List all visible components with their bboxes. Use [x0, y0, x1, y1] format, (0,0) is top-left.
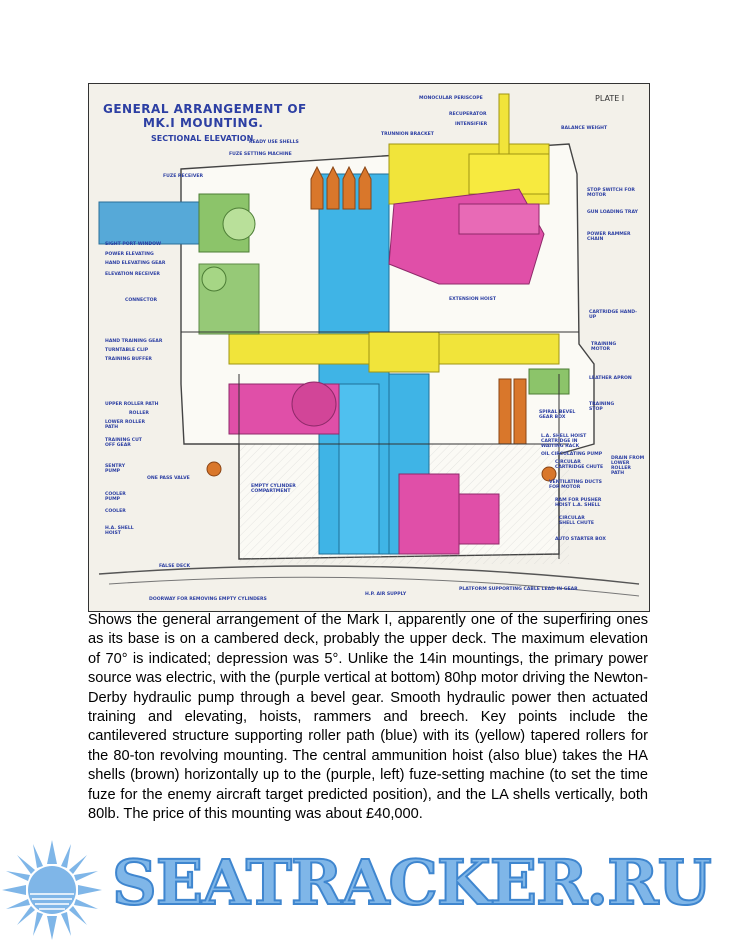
watermark [0, 838, 732, 941]
label-training-cut-off-gear: TRAINING CUT OFF GEAR [105, 438, 142, 448]
label-ready-use-shells: READY USE SHELLS [249, 140, 299, 145]
label-leather-apron: LEATHER APRON [589, 376, 632, 381]
sectional-elevation-plate [88, 83, 650, 612]
label-trunnion-bracket: TRUNNION BRACKET [381, 132, 434, 137]
label-fuze-setting-machine: FUZE SETTING MACHINE [229, 152, 292, 157]
label-doorway: DOORWAY FOR REMOVING EMPTY CYLINDERS [149, 597, 267, 602]
label-one-pass-valve: ONE PASS VALVE [147, 476, 190, 481]
label-ram-for-pusher: RAM FOR PUSHER HOIST L.A. SHELL [555, 498, 602, 508]
label-hand-elevating-gear: HAND ELEVATING GEAR [105, 261, 166, 266]
label-platform: PLATFORM SUPPORTING CABLE LEAD IN GEAR [459, 587, 578, 592]
label-gun-loading-tray: GUN LOADING TRAY [587, 210, 638, 215]
label-lower-roller-path: LOWER ROLLER PATH [105, 420, 145, 430]
label-empty-cylinder-compartment: EMPTY CYLINDER COMPARTMENT [251, 484, 296, 494]
label-extension-hoist: EXTENSION HOIST [449, 297, 497, 302]
plate-title-line2: MK.I MOUNTING. [143, 116, 264, 130]
label-turntable-clip: TURNTABLE CLIP [105, 348, 149, 353]
label-roller: ROLLER [129, 411, 149, 416]
label-oil-circulating-pump: OIL CIRCULATING PUMP [541, 452, 603, 457]
sun-burst-icon [0, 838, 110, 941]
label-spiral-bevel-gear-box: SPIRAL BEVEL GEAR BOX [539, 410, 576, 420]
plate-number: PLATE I [595, 94, 625, 103]
label-circular-cartridge-chute: CIRCULAR CARTRIDGE CHUTE [555, 460, 604, 470]
label-auto-starter-box: AUTO STARTER BOX [555, 537, 606, 542]
label-upper-roller-path: UPPER ROLLER PATH [105, 402, 159, 407]
label-ventilating-ducts: VENTILATING DUCTS FOR MOTOR [549, 480, 602, 490]
plate-title-line1: GENERAL ARRANGEMENT OF [103, 102, 307, 116]
label-balance-weight: BALANCE WEIGHT [561, 126, 608, 131]
label-elevation-receiver: ELEVATION RECEIVER [105, 272, 160, 277]
label-sentry-pump: SENTRY PUMP [105, 464, 126, 474]
label-circular-shell-chute: CIRCULAR SHELL CHUTE [559, 516, 594, 526]
label-hp-air-supply: H.P. AIR SUPPLY [365, 592, 407, 597]
label-power-rammer-chain: POWER RAMMER CHAIN [587, 232, 631, 242]
label-drain: DRAIN FROM LOWER ROLLER PATH [611, 456, 645, 476]
label-training-stop: TRAINING STOP [589, 402, 615, 412]
label-la-shell-hoist: L.A. SHELL HOIST CARTRIDGE IN WAITING RACK [541, 434, 587, 449]
caption-paragraph: Shows the general arrangement of the Mark I, apparently one of the superfiring ones as its base is on a cambered deck, probably the upper deck. The maximum elevation of 70° is indicated; depression was 5°. Unlike the 14in mountings, the primary power source was electric, with the (purple vertical at bottom) 80hp motor driving the Newton-Derby hydraulic pump through a bevel gear. Smooth hydraulic power then actuated training and elevating, hoists, rammers and breech. Key points include the cantilevered structure supporting roller path (blue) with its (yellow) tapered rollers for the 80-ton revolving mounting. The central ammunition hoist (also blue) takes the HA shells (brown) horizontally up to the (purple, left) fuze-setting machine (to set the time fuze for the enemy aircraft target predicted position), and the LA shells vertically, both 80lb. The price of this mounting was about £40,000. [88, 612, 648, 823]
label-training-motor: TRAINING MOTOR [591, 342, 617, 352]
mounting-drawing [89, 84, 649, 611]
plate-subtitle: SECTIONAL ELEVATION [151, 134, 254, 143]
label-fuze-receiver: FUZE RECEIVER [163, 174, 204, 179]
label-intensifier: INTENSIFIER [455, 122, 488, 127]
label-false-deck: FALSE DECK [159, 564, 191, 569]
label-monocular-periscope: MONOCULAR PERISCOPE [419, 96, 483, 101]
label-sight-port-window: SIGHT PORT WINDOW [105, 242, 162, 247]
watermark-text: SEATRACKER.RU [112, 846, 711, 919]
plate-title [103, 102, 307, 130]
label-ha-shell-hoist: H.A. SHELL HOIST [105, 526, 134, 536]
label-recuperator: RECUPERATOR [449, 112, 487, 117]
label-cartridge-hand-up: CARTRIDGE HAND-UP [589, 310, 638, 320]
label-stop-switch: STOP SWITCH FOR MOTOR [587, 188, 635, 198]
label-connector: CONNECTOR [125, 298, 158, 303]
label-power-elevating: POWER ELEVATING [105, 252, 154, 257]
label-cooler: COOLER [105, 509, 126, 514]
label-training-buffer: TRAINING BUFFER [105, 357, 152, 362]
label-hand-training-gear: HAND TRAINING GEAR [105, 339, 163, 344]
label-cooler-pump: COOLER PUMP [105, 492, 126, 502]
